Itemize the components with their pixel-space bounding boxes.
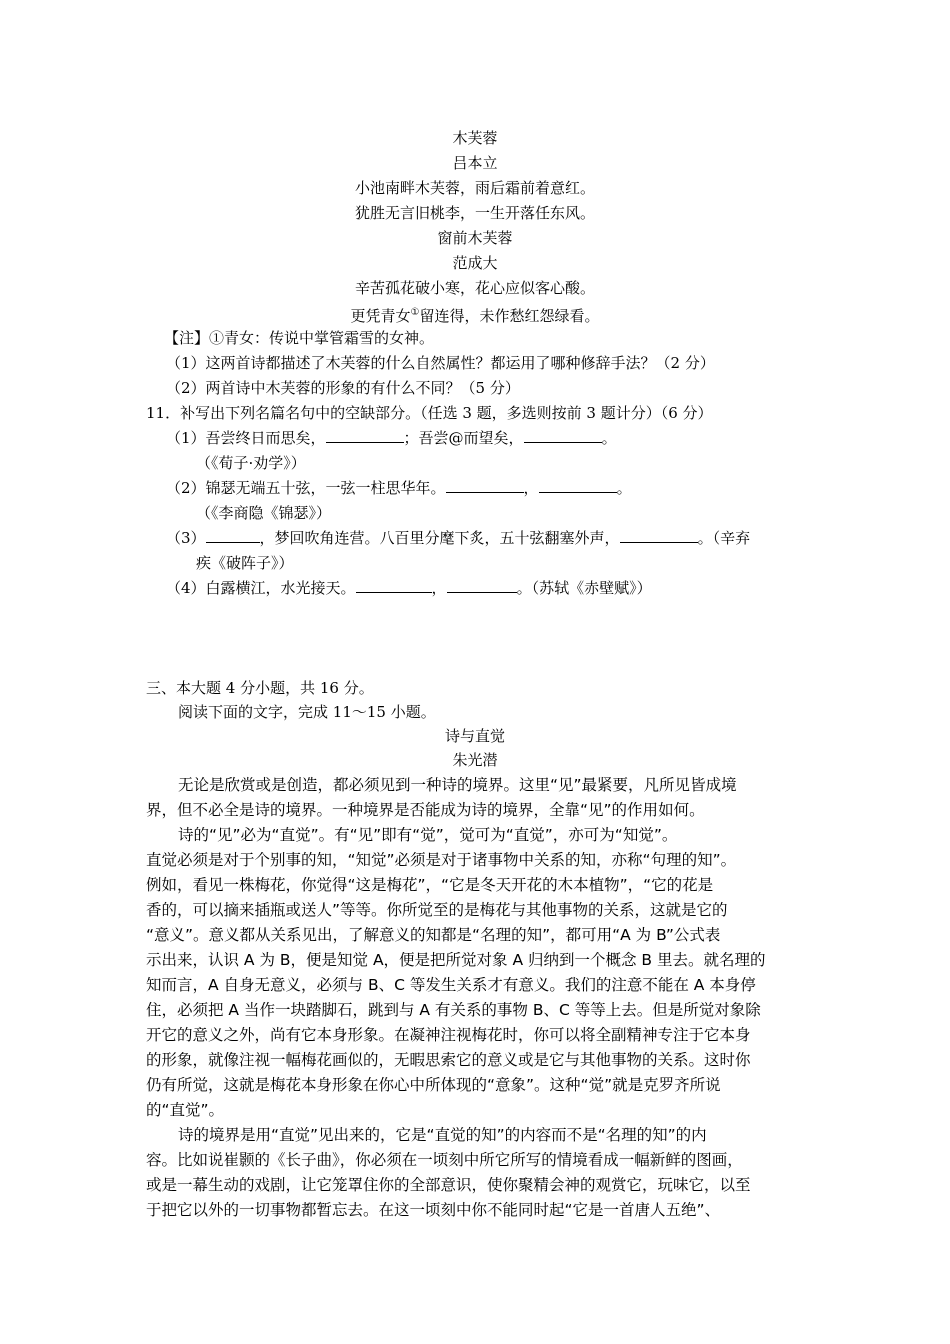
poem1-title: 木芙蓉 (452, 129, 498, 147)
question-2: （2）两首诗中木芙蓉的形象的有什么不同？（5 分） (166, 379, 520, 397)
poem2-author: 范成大 (452, 254, 498, 272)
section3-header: 三、本大题 4 分小题，共 16 分。 (146, 679, 374, 697)
poem1-line-2: 犹胜无言旧桃李，一生开落任东风。 (354, 204, 595, 222)
answer-blank[interactable] (539, 476, 617, 493)
q11-item-4-text-b: ， (431, 579, 447, 597)
q11-item-1-source: （《荀子·劝学》） (196, 454, 306, 472)
q11-item-3-text-b: ，梦回吹角连营。八百里分麾下炙，五十弦翻塞外声， (259, 529, 620, 547)
answer-blank[interactable] (326, 426, 404, 443)
answer-blank[interactable] (446, 476, 524, 493)
q11-item-1-text-a: （1）吾尝终日而思矣， (166, 429, 326, 447)
question-1: （1）这两首诗都描述了木芙蓉的什么自然属性？都运用了哪种修辞手法？（2 分） (166, 354, 715, 372)
q11-header: 11．补写出下列名篇名句中的空缺部分。（任选 3 题，多选则按前 3 题计分）（6 分） (146, 404, 713, 422)
answer-blank[interactable] (447, 576, 517, 593)
q11-item-3 (166, 526, 750, 550)
passage-line: 的“直觉”。 (146, 1101, 225, 1119)
poem1-line-1: 小池南畔木芙蓉，雨后霜前着意红。 (354, 179, 595, 197)
q11-item-3-text-a: （3） (166, 529, 206, 547)
passage-line: 示出来，认识 A 为 B，便是知觉 A，便是把所觉对象 A 归纳到一个概念 B 里去。就名理的 (146, 951, 766, 969)
passage-line: 诗的境界是用“直觉”见出来的，它是“直觉的知”的内容而不是“名理的知”的内 (178, 1126, 707, 1144)
q11-item-4-text-c: 。（苏轼《赤壁赋》） (516, 579, 652, 597)
poem2-line-2-pre: 更凭青女 (350, 307, 411, 325)
answer-blank[interactable] (620, 526, 698, 543)
section3-instruction: 阅读下面的文字，完成 11～15 小题。 (178, 703, 436, 721)
q11-item-3-source: 疾《破阵子》） (196, 554, 294, 572)
passage-line: 仍有所觉，这就是梅花本身形象在你心中所体现的“意象”。这种“觉”就是克罗齐所说 (146, 1076, 721, 1094)
passage-line: 知而言，A 自身无意义，必须与 B、C 等发生关系才有意义。我们的注意不能在 A 本身停 (146, 976, 756, 994)
passage-line: 开它的意义之外，尚有它本身形象。在凝神注视梅花时，你可以将全副精神专注于它本身 (146, 1026, 751, 1044)
poem-note: 【注】①青女：传说中掌管霜雪的女神。 (164, 329, 435, 347)
poem2-line-2 (0, 301, 950, 328)
answer-blank[interactable] (206, 526, 260, 543)
passage-line: 界，但不必全是诗的境界。一种境界是否能成为诗的境界，全靠“见”的作用如何。 (146, 801, 705, 819)
poem2-line-1: 辛苦孤花破小寒，花心应似客心酸。 (354, 279, 595, 297)
q11-item-2-source: （《李商隐《锦瑟》） (196, 504, 332, 522)
passage-line: 无论是欣赏或是创造，都必须见到一种诗的境界。这里“见”最紧要，凡所见皆成境 (178, 776, 737, 794)
q11-item-4-text-a: （4）白露横江，水光接天。 (166, 579, 356, 597)
q11-item-3-text-c: 。（辛弃 (697, 529, 751, 547)
footnote-marker: ① (410, 307, 420, 318)
answer-blank[interactable] (524, 426, 602, 443)
article-title: 诗与直觉 (444, 727, 505, 745)
q11-item-2-text-b: ， (523, 479, 539, 497)
poem2-line-2-post: 留连得，未作愁红怨绿看。 (419, 307, 600, 325)
passage-line: 于把它以外的一切事物都暂忘去。在这一顷刻中你不能同时起“它是一首唐人五绝”、 (146, 1201, 721, 1219)
passage-line: 诗的“见”必为“直觉”。有“见”即有“觉”，觉可为“直觉”，亦可为“知觉”。 (178, 826, 678, 844)
passage-line: 的形象，就像注视一幅梅花画似的，无暇思索它的意义或是它与其他事物的关系。这时你 (146, 1051, 751, 1069)
passage-line: 或是一幕生动的戏剧，让它笼罩住你的全部意识，使你聚精会神的观赏它，玩味它，以至 (146, 1176, 751, 1194)
passage-line: 例如，看见一株梅花，你觉得“这是梅花”，“它是冬天开花的木本植物”，“它的花是 (146, 876, 714, 894)
poem2-title: 窗前木芙蓉 (437, 229, 513, 247)
poem1-author: 吕本立 (452, 154, 498, 172)
answer-blank[interactable] (356, 576, 432, 593)
q11-item-1-text-b: ；吾尝@而望矣， (403, 429, 524, 447)
q11-item-2-text-c: 。 (616, 479, 632, 497)
passage-line: 容。比如说崔颢的《长子曲》，你必须在一顷刻中所它所写的情境看成一幅新鲜的图画， (146, 1151, 743, 1169)
q11-item-4 (166, 576, 652, 600)
passage-line: 香的，可以摘来插瓶或送人”等等。你所觉至的是梅花与其他事物的关系，这就是它的 (146, 901, 728, 919)
q11-item-2 (166, 476, 632, 500)
passage-line: 住，必须把 A 当作一块踏脚石，跳到与 A 有关系的事物 B、C 等等上去。但是所觉对象除 (146, 1001, 761, 1019)
passage-line: 直觉必须是对于个别事的知，“知觉”必须是对于诸事物中关系的知，亦称“句理的知”。 (146, 851, 737, 869)
passage-line: “意义”。意义都从关系见出，了解意义的知都是“名理的知”，都可用“A 为 B”公式表 (146, 926, 721, 944)
q11-item-1 (166, 426, 617, 450)
article-author: 朱光潜 (452, 751, 498, 769)
q11-item-2-text-a: （2）锦瑟无端五十弦，一弦一柱思华年。 (166, 479, 446, 497)
q11-item-1-text-c: 。 (601, 429, 617, 447)
